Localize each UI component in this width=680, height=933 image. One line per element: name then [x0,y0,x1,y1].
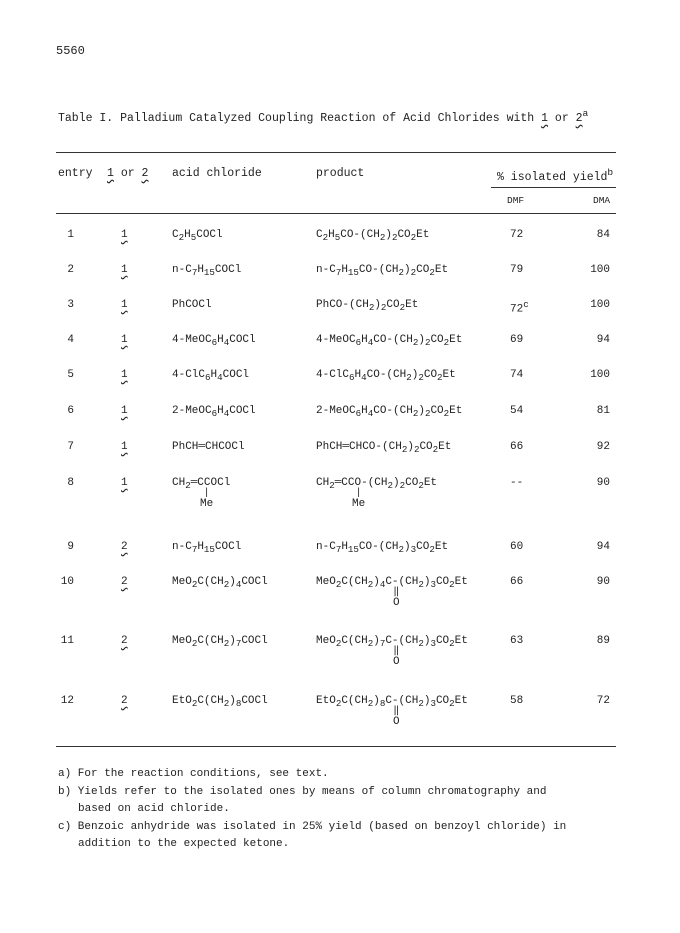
entry-number: 3 [67,299,74,311]
entry-number: 9 [67,541,74,553]
acid-chloride: $EtO_2C(CH_2)_8COCl$ [172,695,268,710]
substrate-ref: 1 [121,369,128,381]
caption-or: or [554,111,569,125]
header-compound-1: 1 [107,167,114,180]
yield-dma: 94 [596,541,610,553]
substrate-ref: 2 [121,541,128,553]
yield-dma: 94 [596,334,610,346]
yield-dmf: 79 [510,264,524,276]
product-formula: $PhCH═CHCO-(CH_2)_2CO_2Et$ [316,441,452,456]
entry-number: 7 [67,441,74,453]
substrate-ref: 2 [121,635,128,647]
caption-label: Table I. [58,111,114,125]
substrate-ref: 1 [121,441,128,453]
acid-chloride: PhCOCl [172,299,212,311]
product-formula: $4-ClC_6H_4CO-(CH_2)_2CO_2Et$ [316,369,456,384]
table-caption [58,108,588,125]
acid-chloride: $C_2H_5COCl$ [172,229,223,244]
yield-dma: 84 [596,229,610,241]
header-yield-mark: b [607,167,614,178]
header-rule [56,213,616,214]
page-number: 5560 [56,44,85,58]
yield-subrule [491,187,616,188]
header-yield [497,167,613,184]
yield-dma: 81 [596,405,610,417]
product-substituent: ‖ O [393,646,400,668]
substrate-ref: 1 [121,229,128,241]
acid-chloride: $MeO_2C(CH_2)_4COCl$ [172,576,268,591]
product-formula: $CH_2═CCO-(CH_2)_2CO_2Et$ [316,477,438,492]
yield-dmf: 58 [510,695,524,707]
header-entry: entry [58,167,93,180]
yield-dmf: 54 [510,405,524,417]
yield-dma: 100 [590,264,610,276]
caption-ref-1: 1 [541,111,549,125]
yield-dma: 90 [596,576,610,588]
footnote-line: based on acid chloride. [78,803,230,816]
acid-substituent: | Me [200,488,214,510]
entry-number: 8 [67,477,74,489]
acid-chloride: $4-ClC_6H_4COCl$ [172,369,250,384]
substrate-ref: 1 [121,299,128,311]
substrate-ref: 2 [121,695,128,707]
entry-number: 10 [60,576,74,588]
footnote-line: a) For the reaction conditions, see text. [58,768,329,780]
substrate-ref: 1 [121,334,128,346]
yield-dma: 100 [590,299,610,311]
yield-dmf: 72 [510,229,524,241]
product-formula: $MeO_2C(CH_2)_7C-(CH_2)_3CO_2Et$ [316,635,468,650]
footnote-line: c) Benzoic anhydride was isolated in 25% yield (based on benzoyl chloride) in [58,820,567,833]
product-formula: $C_2H_5CO-(CH_2)_2CO_2Et$ [316,229,430,244]
footnotes [58,766,566,854]
caption-ref-2: 2 [575,111,583,125]
bottom-rule [56,746,616,747]
product-substituent: | Me [352,488,366,510]
header-compound-2: 2 [141,167,149,180]
caption-footnote-mark: a [582,108,589,119]
product-formula: $n-C_7H_{15}CO-(CH_2)_2CO_2Et$ [316,264,449,279]
yield-dmf: -- [510,477,524,489]
substrate-ref: 2 [121,576,128,588]
yield-dmf: 72$^c$ [510,299,529,316]
footnote-line: addition to the expected ketone. [78,838,290,851]
yield-dmf: 66 [510,576,524,588]
product-substituent: ‖ O [393,706,400,728]
acid-chloride: $n-C_7H_{15}COCl$ [172,264,242,279]
acid-chloride: $n-C_7H_{15}COCl$ [172,541,242,556]
substrate-ref: 1 [121,405,128,417]
product-formula: $n-C_7H_{15}CO-(CH_2)_3CO_2Et$ [316,541,449,556]
product-formula: $4-MeOC_6H_4CO-(CH_2)_2CO_2Et$ [316,334,463,349]
entry-number: 12 [60,695,74,707]
product-formula: $EtO_2C(CH_2)_8C-(CH_2)_3CO_2Et$ [316,695,468,710]
product-formula: PhCO-$(CH_2)_2CO_2Et$ [316,299,419,314]
product-formula: $MeO_2C(CH_2)_4C-(CH_2)_3CO_2Et$ [316,576,468,591]
yield-dmf: 60 [510,541,524,553]
substrate-ref: 1 [121,264,128,276]
yield-dma: 92 [596,441,610,453]
yield-dma: 100 [590,369,610,381]
acid-chloride: PhCH═CHCOCl [172,441,245,453]
entry-number: 11 [60,635,74,647]
header-or: or [120,167,135,180]
header-compound [107,167,148,180]
yield-footnote-mark: c [523,299,529,310]
yield-dmf: 66 [510,441,524,453]
header-product: product [316,167,365,180]
product-substituent: ‖ O [393,587,400,609]
entry-number: 2 [67,264,74,276]
yield-dma: 90 [596,477,610,489]
substrate-ref: 1 [121,477,128,489]
footnote-line: b) Yields refer to the isolated ones by means of column chromatography and [58,785,547,798]
acid-chloride: $MeO_2C(CH_2)_7COCl$ [172,635,268,650]
entry-number: 5 [67,369,74,381]
caption-text: Palladium Catalyzed Coupling Reaction of Acid Chlorides with [120,111,535,125]
yield-dma: 72 [596,695,610,707]
header-dma: DMA [593,195,611,206]
header-yield-label: % isolated yield [497,170,608,184]
yield-dmf: 63 [510,635,524,647]
entry-number: 4 [67,334,74,346]
top-rule [56,152,616,153]
product-formula: $2-MeOC_6H_4CO-(CH_2)_2CO_2Et$ [316,405,463,420]
yield-dma: 89 [596,635,610,647]
acid-chloride: $2-MeOC_6H_4COCl$ [172,405,256,420]
yield-dmf: 74 [510,369,524,381]
entry-number: 1 [67,229,74,241]
header-dmf: DMF [507,195,525,206]
acid-chloride: $4-MeOC_6H_4COCl$ [172,334,256,349]
yield-dmf: 69 [510,334,524,346]
header-acid-chloride: acid chloride [172,167,262,180]
entry-number: 6 [67,405,74,417]
acid-chloride: $CH_2═CCOCl$ [172,477,231,492]
